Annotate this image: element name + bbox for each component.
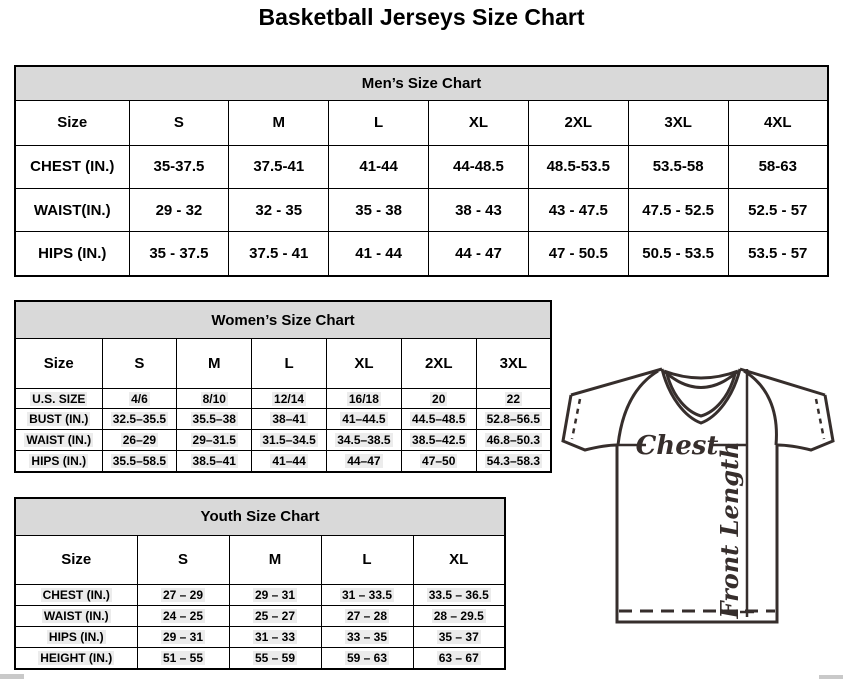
table-cell: 16/18 [326, 388, 401, 409]
left-sleeve-cuff-dashes [572, 399, 580, 439]
table-cell: 47 - 50.5 [528, 232, 628, 276]
jersey-right-sleeve-seam [744, 371, 776, 445]
womens-table-body [15, 301, 551, 472]
table-cell: 31 – 33.5 [321, 584, 413, 605]
table-cell: 29 – 31 [229, 584, 321, 605]
table-cell: 52.5 - 57 [728, 188, 828, 231]
chart-group-row [15, 66, 828, 100]
table-cell: 37.5 - 41 [229, 232, 329, 276]
column-header: XL [413, 535, 505, 584]
table-cell: 44 - 47 [429, 232, 529, 276]
table-cell: 58-63 [728, 145, 828, 188]
page-bottom-right-fragment [819, 675, 843, 679]
table-cell: 53.5 - 57 [728, 232, 828, 276]
jersey-right-sleeve [777, 395, 833, 450]
table-cell: 38 - 43 [429, 188, 529, 231]
womens-size-chart [14, 300, 552, 473]
column-header: Size [15, 339, 102, 388]
table-cell: 32 - 35 [229, 188, 329, 231]
column-header: L [321, 535, 413, 584]
jersey-body-outline [617, 445, 777, 622]
table-row [15, 626, 505, 647]
table-cell: 47–50 [401, 451, 476, 472]
chest-label: Chest [635, 431, 719, 461]
table-cell: 54.3–58.3 [476, 451, 551, 472]
table-cell: 20 [401, 388, 476, 409]
column-header: S [102, 339, 177, 388]
column-header: XL [429, 100, 529, 145]
table-cell: 53.5-58 [628, 145, 728, 188]
table-row [15, 451, 551, 472]
table-cell: 55 – 59 [229, 647, 321, 669]
table-cell: 35 - 37.5 [129, 232, 229, 276]
table-cell: 27 – 29 [137, 584, 229, 605]
table-row [15, 232, 828, 276]
table-cell: 41 - 44 [329, 232, 429, 276]
column-header: L [329, 100, 429, 145]
table-cell: 35 - 38 [329, 188, 429, 231]
table-cell: 35.5–38 [177, 409, 252, 430]
table-row [15, 388, 551, 409]
chart-group-row [15, 301, 551, 339]
right-sleeve-cuff-dashes [816, 399, 824, 439]
table-row [15, 430, 551, 451]
column-header: M [229, 100, 329, 145]
table-cell: 28 – 29.5 [413, 605, 505, 626]
table-cell: 4/6 [102, 388, 177, 409]
table-row [15, 145, 828, 188]
row-label: WAIST (IN.) [15, 605, 137, 626]
table-cell: 48.5-53.5 [528, 145, 628, 188]
column-header: S [137, 535, 229, 584]
row-label: HIPS (IN.) [15, 626, 137, 647]
column-header: L [252, 339, 327, 388]
table-cell: 35.5–58.5 [102, 451, 177, 472]
table-cell: 35 – 37 [413, 626, 505, 647]
collar-back-arc-shallow [664, 371, 738, 378]
youth-table-body [15, 498, 505, 669]
column-header: S [129, 100, 229, 145]
table-cell: 41–44.5 [326, 409, 401, 430]
chart-group-title: Youth Size Chart [15, 498, 505, 535]
table-cell: 27 – 28 [321, 605, 413, 626]
table-cell: 29 - 32 [129, 188, 229, 231]
table-cell: 41–44 [252, 451, 327, 472]
table-cell: 35-37.5 [129, 145, 229, 188]
table-cell: 41-44 [329, 145, 429, 188]
row-label: BUST (IN.) [15, 409, 102, 430]
column-header: M [177, 339, 252, 388]
table-cell: 33.5 – 36.5 [413, 584, 505, 605]
table-cell: 50.5 - 53.5 [628, 232, 728, 276]
table-cell: 32.5–35.5 [102, 409, 177, 430]
column-header: 2XL [401, 339, 476, 388]
table-cell: 51 – 55 [137, 647, 229, 669]
table-row [15, 584, 505, 605]
column-header: 4XL [728, 100, 828, 145]
table-cell: 22 [476, 388, 551, 409]
table-cell: 52.8–56.5 [476, 409, 551, 430]
row-label: WAIST(IN.) [15, 188, 129, 231]
front-length-label: Front Length [715, 441, 744, 619]
table-cell: 44.5–48.5 [401, 409, 476, 430]
column-header: Size [15, 535, 137, 584]
row-label: WAIST (IN.) [15, 430, 102, 451]
row-label: CHEST (IN.) [15, 145, 129, 188]
youth-size-chart [14, 497, 506, 670]
table-cell: 29–31.5 [177, 430, 252, 451]
table-cell: 31 – 33 [229, 626, 321, 647]
column-header: 3XL [476, 339, 551, 388]
column-header-row [15, 100, 828, 145]
table-cell: 29 – 31 [137, 626, 229, 647]
table-cell: 43 - 47.5 [528, 188, 628, 231]
table-cell: 38.5–42.5 [401, 430, 476, 451]
table-row [15, 647, 505, 669]
table-cell: 46.8–50.3 [476, 430, 551, 451]
table-cell: 34.5–38.5 [326, 430, 401, 451]
table-cell: 38.5–41 [177, 451, 252, 472]
chart-group-title: Women’s Size Chart [15, 301, 551, 339]
table-cell: 33 – 35 [321, 626, 413, 647]
jersey-right-shoulder [740, 369, 825, 395]
table-cell: 24 – 25 [137, 605, 229, 626]
table-cell: 44-48.5 [429, 145, 529, 188]
womens-size-table [14, 300, 552, 473]
youth-size-table [14, 497, 506, 670]
table-row [15, 188, 828, 231]
table-cell: 59 – 63 [321, 647, 413, 669]
row-label: U.S. SIZE [15, 388, 102, 409]
table-cell: 47.5 - 52.5 [628, 188, 728, 231]
table-cell: 12/14 [252, 388, 327, 409]
mens-size-chart [14, 65, 829, 277]
table-cell: 26–29 [102, 430, 177, 451]
table-cell: 63 – 67 [413, 647, 505, 669]
row-label: CHEST (IN.) [15, 584, 137, 605]
jersey-measurement-diagram [555, 355, 843, 635]
table-row [15, 409, 551, 430]
page-bottom-left-fragment [0, 674, 24, 679]
column-header: 2XL [528, 100, 628, 145]
table-cell: 38–41 [252, 409, 327, 430]
page-title: Basketball Jerseys Size Chart [258, 4, 585, 30]
jersey-left-sleeve [563, 395, 617, 450]
table-cell: 44–47 [326, 451, 401, 472]
column-header: XL [326, 339, 401, 388]
table-cell: 31.5–34.5 [252, 430, 327, 451]
chart-group-title: Men’s Size Chart [15, 66, 828, 100]
column-header-row [15, 339, 551, 388]
row-label: HIPS (IN.) [15, 451, 102, 472]
table-cell: 25 – 27 [229, 605, 321, 626]
column-header: 3XL [628, 100, 728, 145]
mens-table-body [15, 66, 828, 276]
table-row [15, 605, 505, 626]
column-header-row [15, 535, 505, 584]
mens-size-table [14, 65, 829, 277]
chart-group-row [15, 498, 505, 535]
table-cell: 37.5-41 [229, 145, 329, 188]
table-cell: 8/10 [177, 388, 252, 409]
row-label: HIPS (IN.) [15, 232, 129, 276]
column-header: Size [15, 100, 129, 145]
row-label: HEIGHT (IN.) [15, 647, 137, 669]
column-header: M [229, 535, 321, 584]
jersey-left-shoulder [571, 369, 662, 395]
